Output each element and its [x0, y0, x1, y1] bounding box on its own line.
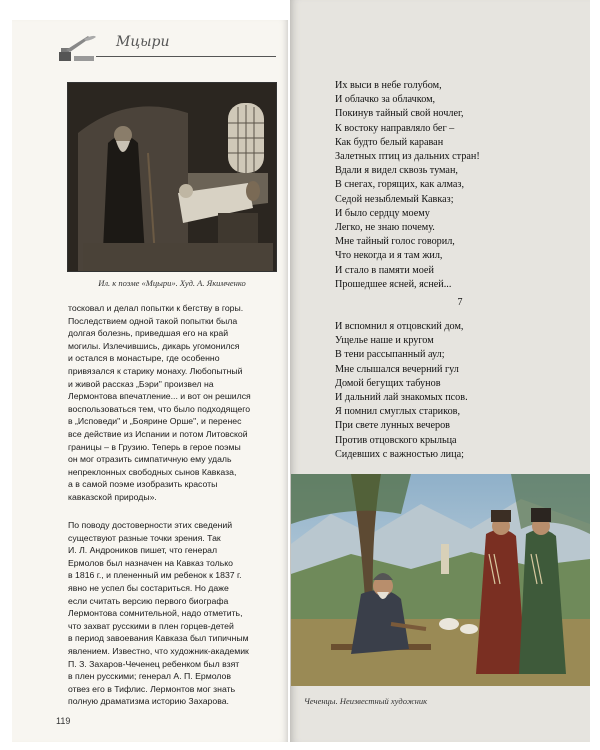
poem-line: Легко, не знаю почему.: [335, 222, 435, 234]
text-line: и остался в монастыре, где особенно: [68, 353, 220, 364]
poem-line: Покинув тайный свой ночлег,: [335, 108, 464, 120]
paragraph-2: [68, 519, 273, 708]
text-line: По поводу достоверности этих сведений: [68, 520, 233, 530]
header-rule: [96, 56, 276, 57]
text-line: долгая болезнь, приведшая его на край: [68, 328, 229, 339]
text-line: Последствием одной такой попытки была: [68, 315, 238, 326]
text-line: привязался к старику монаху. Любопытный: [68, 365, 243, 376]
text-line: полную драматизма историю Захарова.: [68, 696, 229, 707]
text-line: могилы. Излечившись, дикарь угомонился: [68, 340, 240, 351]
text-line: в плен русскими; генерал А. П. Ермолов: [68, 671, 231, 682]
text-line: Ермолов был назначен на Кавказ только: [68, 557, 234, 568]
text-line: и живой рассказ „Бэри" произвел на: [68, 378, 214, 389]
poem-line: Я помнил смуглых стариков,: [335, 406, 461, 418]
poem-line: Вдали я видел сквозь туман,: [335, 165, 458, 177]
poem-line: Что некогда и я там жил,: [335, 250, 443, 262]
poem-line: Против отцовского крыльца: [335, 434, 457, 446]
text-line: что захват русскими в плен горцев-детей: [68, 620, 234, 631]
text-line: все действие из Испании и потом Литовской: [68, 428, 248, 439]
poem-line: Мне слышался вечерний гул: [335, 363, 459, 375]
text-line: явлением. Известно, что художник-академик: [68, 645, 249, 656]
text-line: в период завоевания Кавказа был типичным: [68, 633, 249, 644]
poem-stanza-a: [335, 79, 585, 292]
poem-line: И облачко за облачком,: [335, 94, 436, 106]
poem-line: К востоку направляло бег –: [335, 122, 455, 134]
text-line: И. Л. Андроников пишет, что генерал: [68, 545, 218, 556]
poem-line: Ущелье наше и кругом: [335, 335, 434, 347]
text-line: Лермонтова сомнительной, надо отметить,: [68, 608, 243, 619]
text-line: существуют разные точки зрения. Так: [68, 532, 221, 543]
illustration-caption: Ил. к поэме «Мцыри». Худ. А. Якимченко: [98, 278, 246, 288]
text-line: отвез его в Тифлис. Лермонтов мог знать: [68, 683, 236, 694]
painting-caption: Чеченцы. Неизвестный художник: [304, 696, 428, 706]
page-number: 119: [56, 716, 71, 726]
poem-line: Как будто белый караван: [335, 136, 444, 148]
text-line: если считать версию первого биографа: [68, 595, 229, 606]
poem-line: Сидевших с важностью лица;: [335, 448, 464, 460]
poem-line: Мне тайный голос говорил,: [335, 236, 455, 248]
illustration-monk-and-boy: [67, 82, 277, 272]
poem-stanza-b: [335, 320, 585, 462]
poem-line: При свете лунных вечеров: [335, 420, 450, 432]
quill-inkwell-icon: [56, 34, 100, 64]
text-line: Лермонтова впечатление... и вот он решился: [68, 391, 251, 402]
poem-line: Залетных птиц из дальних стран!: [335, 151, 480, 163]
poem-line: И дальний лай знакомых псов.: [335, 392, 468, 404]
poem-line: Седой незыблемый Кавказ;: [335, 193, 454, 205]
text-line: а в самой поэме изобразить красоты: [68, 479, 218, 490]
painting-chechens: [291, 474, 590, 686]
stanza-number: 7: [457, 297, 463, 308]
poem-line: И вспомнил я отцовский дом,: [335, 321, 464, 332]
poem-line: В снегах, горящих, как алмаз,: [335, 179, 464, 191]
chapter-title: Мцыри: [116, 34, 170, 50]
text-line: в „Исповеди" и „Боярине Орше", и перенес: [68, 416, 242, 427]
text-line: границы – в Грузию. Теперь в герое поэмы: [68, 441, 241, 452]
page-header: [56, 34, 276, 64]
poem-line: И было сердцу моему: [335, 207, 430, 219]
poem-line: Их выси в небе голубом,: [335, 80, 442, 91]
paragraph-1: [68, 302, 273, 504]
text-line: кавказской природы».: [68, 491, 157, 502]
poem-line: Домой бегущих табунов: [335, 377, 441, 389]
text-line: воспользоваться тем, что было подходящего: [68, 403, 251, 414]
text-line: он мог отразить симпатичную ему удаль: [68, 454, 232, 465]
text-line: явно не успел бы состариться. Но даже: [68, 582, 229, 593]
poem-line: И стало в памяти моей: [335, 264, 434, 276]
text-line: в 1816 г., и плененный им ребенок к 1837 г.: [68, 570, 242, 581]
text-line: непреклонных свободных сынов Кавказа,: [68, 466, 237, 477]
poem-line: Прошедшее ясней, ясней...: [335, 278, 452, 290]
text-line: тосковал и делал попытки к бегству в горы.: [68, 303, 244, 313]
poem-line: В тени рассыпанный аул;: [335, 349, 445, 361]
text-line: П. З. Захаров-Чеченец ребенком был взят: [68, 658, 240, 669]
